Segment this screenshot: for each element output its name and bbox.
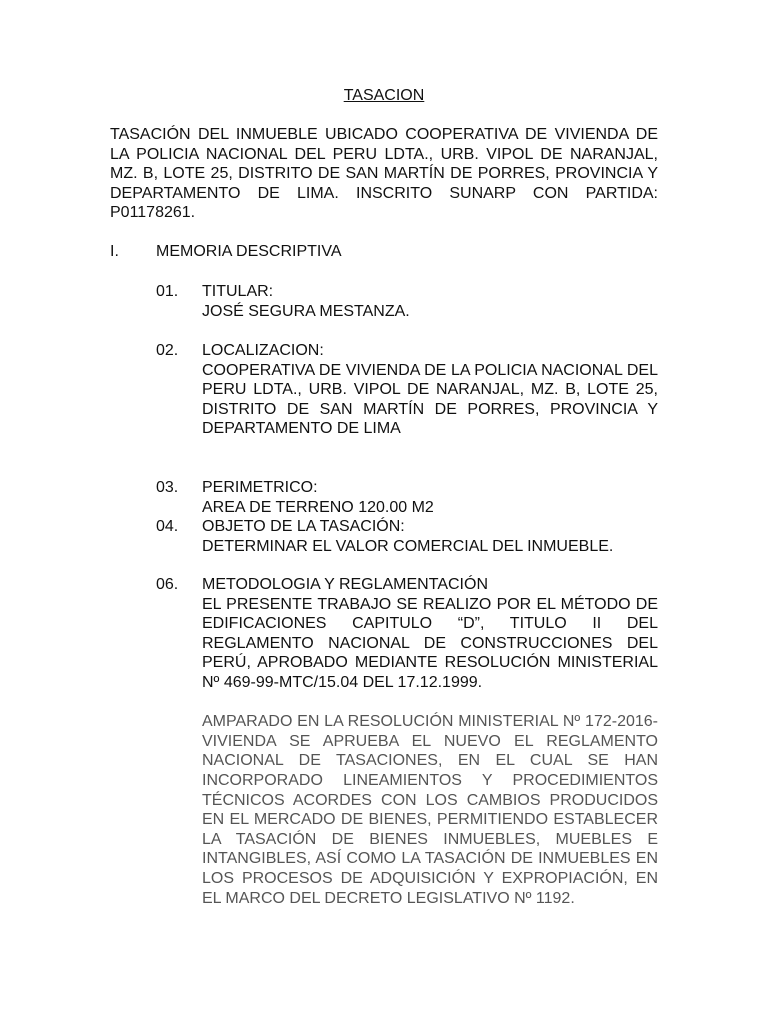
item-number: 06.	[156, 576, 179, 593]
section-number: I.	[110, 243, 119, 260]
item-body: AREA DE TERRENO 120.00 M2	[202, 498, 434, 516]
item-heading: PERIMETRICO:	[202, 479, 318, 496]
item-number: 03.	[156, 479, 179, 496]
item-body: DETERMINAR EL VALOR COMERCIAL DEL INMUEBLE.	[202, 537, 614, 555]
item-heading: TITULAR:	[202, 283, 274, 300]
item-number: 02.	[156, 342, 179, 359]
item-body: COOPERATIVA DE VIVIENDA DE LA POLICIA NACIONAL DEL PERU LDTA., URB. VIPOL DE NARANJAL, MZ. B, LOTE 25, DISTRITO DE SAN MARTÍN DE PORRES, PROVINCIA Y DEPARTAMENTO DE LIMA	[202, 361, 658, 438]
item-heading: METODOLOGIA Y REGLAMENTACIÓN	[202, 576, 488, 593]
item-heading: LOCALIZACION:	[202, 342, 324, 359]
item-body: JOSÉ SEGURA MESTANZA.	[202, 302, 410, 320]
section-title: MEMORIA DESCRIPTIVA	[156, 243, 342, 260]
item-heading: OBJETO DE LA TASACIÓN:	[202, 518, 405, 535]
item-number: 04.	[156, 518, 179, 535]
intro-paragraph: TASACIÓN DEL INMUEBLE UBICADO COOPERATIVA DE VIVIENDA DE LA POLICIA NACIONAL DEL PERU LDTA., URB. VIPOL DE NARANJAL, MZ. B, LOTE 25, DISTRITO DE SAN MARTÍN DE PORRES, PROVINCIA Y DEPARTAMENTO DE LIMA. INSCRITO SUNARP CON PARTIDA: P01178261.	[110, 126, 658, 222]
item-body: EL PRESENTE TRABAJO SE REALIZO POR EL MÉTODO DE EDIFICACIONES CAPITULO “D”, TITULO II DEL REGLAMENTO NACIONAL DE CONSTRUCCIONES DEL PERÚ, APROBADO MEDIANTE RESOLUCIÓN MINISTERIAL Nº 469-99-MTC/15.04 DEL 17.12.1999.	[202, 595, 658, 691]
item-number: 01.	[156, 283, 179, 300]
item-body-amparado: AMPARADO EN LA RESOLUCIÓN MINISTERIAL Nº 172-2016-VIVIENDA SE APRUEBA EL NUEVO EL REGLAMENTO NACIONAL DE TASACIONES, EN EL CUAL SE HAN INCORPORADO LINEAMIENTOS Y PROCEDIMIENTOS TÉCNICOS ACORDES CON LOS CAMBIOS PRODUCIDOS EN EL MERCADO DE BIENES, PERMITIENDO ESTABLECER LA TASACIÓN DE BIENES INMUEBLES, MUEBLES E INTANGIBLES, ASÍ COMO LA TASACIÓN DE INMUEBLES EN LOS PROCESOS DE ADQUISICIÓN Y EXPROPIACIÓN, EN EL MARCO DEL DECRETO LEGISLATIVO Nº 1192.	[202, 713, 658, 907]
document-title: TASACION	[343, 87, 425, 104]
